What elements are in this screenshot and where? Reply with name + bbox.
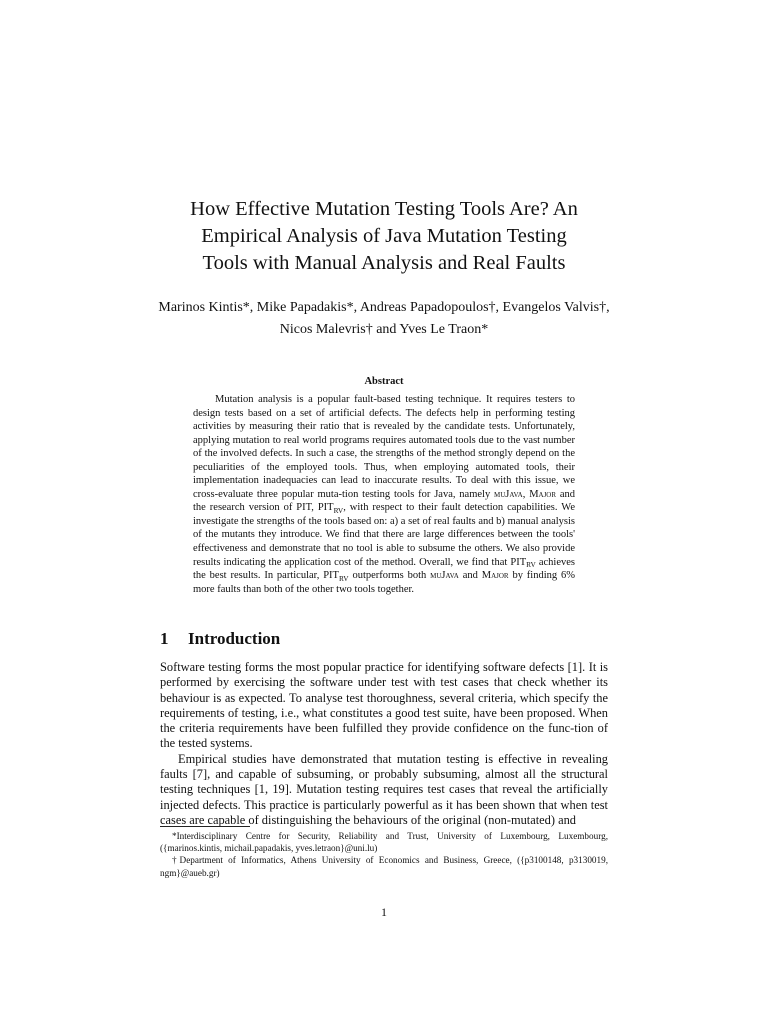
body-paragraph-1: Software testing forms the most popular practice for identifying software defects [1]. It is performed by exercising the software under test with test cases that check whether its behaviour is as expected. To analyse test thoroughness, several criteria, which specify the requirements of testing, i.e., what constitutes a good test suite, have been proposed. When the criteria requirements have been fulfilled they provide confidence on the func-tion of the tested systems. xyxy=(160,660,608,751)
abstract-comma: , xyxy=(522,488,530,500)
subscript-rv: RV xyxy=(333,505,344,515)
section-number: 1 xyxy=(160,629,169,648)
abstract-text-5: outperforms both xyxy=(348,570,431,582)
author-list xyxy=(100,297,668,341)
abstract-body xyxy=(193,393,575,596)
author-line-2: Nicos Malevris† and Yves Le Traon* xyxy=(279,322,489,337)
title-line-1: How Effective Mutation Testing Tools Are? An xyxy=(190,198,578,220)
tool-name-mujava: muJava xyxy=(494,488,523,500)
title-line-2: Empirical Analysis of Java Mutation Testing xyxy=(201,225,567,247)
section-body xyxy=(160,660,608,828)
footnotes xyxy=(160,826,608,879)
tool-name-major: Major xyxy=(529,488,557,500)
abstract-text-3: , with respect to their fault detection capabilities. We investigate the strengths of the tools based on: a) a set of real faults and b) manual analysis of the mutants they introduce. We find that there are large differences between the tools' effectiveness and demonstrate that no tool is able to subsume the others. We also provide results indicating the application cost of the method. Overall, we find that PIT xyxy=(193,502,575,568)
abstract-paragraph xyxy=(193,393,575,596)
footnote-2: †Department of Informatics, Athens University of Economics and Business, Greece, ({p3100148, p3130019, ngm}@aueb.gr) xyxy=(160,855,608,878)
page-number: 1 xyxy=(381,905,387,919)
subscript-rv: RV xyxy=(338,573,349,583)
title-line-3: Tools with Manual Analysis and Real Faults xyxy=(202,252,566,274)
abstract-text-1: Mutation analysis is a popular fault-based testing technique. It requires testers to design tests based on a set of artificial defects. The defects help in performing testing activities by measuring their ratio that is revealed by the candidate tests. Unfortunately, applying mutation to real world programs requires automated tools due to the vast number of the involved defects. In such a case, the strengths of the method strongly depend on the peculiarities of the employed tools. Thus, when employing automated tools, their implementation inadequacies can lead to inaccurate results. To deal with this issue, we cross-evaluate three popular muta-tion testing tools for Java, namely xyxy=(193,394,575,500)
tool-name-mujava: muJava xyxy=(430,570,459,582)
tool-name-major: Major xyxy=(481,570,509,582)
subscript-rv: RV xyxy=(526,560,536,570)
author-line-1: Marinos Kintis*, Mike Papadakis*, Andreas Papadopoulos†, Evangelos Valvis†, xyxy=(158,300,610,315)
section-heading xyxy=(160,629,280,649)
abstract-text-7: by finding 6% more faults than both of the other two tools together. xyxy=(193,570,575,595)
abstract-heading: Abstract xyxy=(364,376,404,387)
paper-title xyxy=(100,196,668,277)
footnote-rule xyxy=(160,826,250,827)
abstract-text-4: achieves the best results. In particular, PIT xyxy=(193,556,575,582)
footnote-1: *Interdisciplinary Centre for Security, Reliability and Trust, University of Luxembourg, Luxembourg, ({marinos.kintis, michail.papadakis, yves.letraon}@uni.lu) xyxy=(160,831,608,854)
body-paragraph-2: Empirical studies have demonstrated that mutation testing is effective in revealing faults [7], and capable of subsuming, or probably subsuming, almost all the structural testing techniques [1, 19]. Mutation testing requires test cases that reveal the artificially injected defects. This practice is particularly powerful as it has been shown that when test cases are capable of distinguishing the behaviours of the original (non-mutated) and xyxy=(160,751,608,827)
section-title: Introduction xyxy=(188,629,281,648)
abstract-text-6: and xyxy=(458,570,482,582)
abstract-text-2: and the research version of PIT, PIT xyxy=(193,488,575,514)
